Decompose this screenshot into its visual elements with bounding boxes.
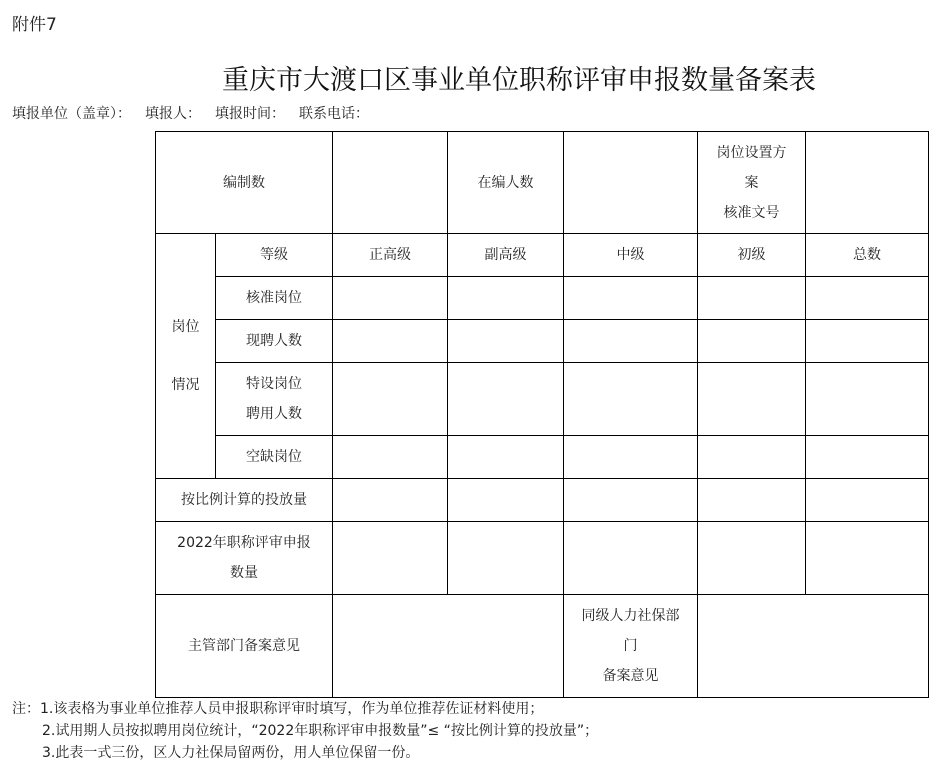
plan-input[interactable] [806,132,929,234]
cell[interactable] [448,522,564,595]
hr-label [564,595,698,698]
level-header: 中级 [564,234,698,277]
cell[interactable] [564,436,698,479]
cell[interactable] [448,320,564,363]
cell[interactable] [564,479,698,522]
hr-l1: 同级人力社保部 [581,608,680,624]
cell[interactable] [333,479,448,522]
cell[interactable] [333,363,448,436]
cell[interactable] [564,522,698,595]
plan-l2: 案 [744,174,759,191]
cell[interactable] [806,436,929,479]
plan-label [698,132,806,234]
record-table [155,131,929,698]
cell[interactable] [333,277,448,320]
row-label: 空缺岗位 [216,436,333,479]
apply-l2: 数量 [230,565,258,581]
plan-l1: 岗位设置方 [716,144,787,161]
cell[interactable] [448,479,564,522]
cell[interactable] [698,277,806,320]
level-header: 正高级 [333,234,448,277]
cell[interactable] [564,320,698,363]
cell[interactable] [698,363,806,436]
apply-l1: 2022年职称评审申报 [177,535,311,551]
cell[interactable] [806,277,929,320]
hr-opinion-input[interactable] [698,595,929,698]
cell[interactable] [333,320,448,363]
note: 3.此表一式三份，区人力社保局留两份，用人单位保留一份。 [42,745,420,761]
cell[interactable] [806,479,929,522]
post-label [156,234,216,479]
level-header: 副高级 [448,234,564,277]
row-label: 核准岗位 [216,277,333,320]
time-label: 填报时间： [215,106,285,122]
on-staff-input[interactable] [564,132,698,234]
cell[interactable] [448,436,564,479]
filler-label: 填报人： [145,106,201,122]
attachment-label: 附件7 [12,15,57,35]
cell[interactable] [806,522,929,595]
post-l1: 岗位 [171,319,200,335]
notes [12,698,598,764]
level-header: 初级 [698,234,806,277]
dept-label: 主管部门备案意见 [156,595,333,698]
quota-label: 按比例计算的投放量 [156,479,333,522]
page-title: 重庆市大渡口区事业单位职称评审申报数量备案表 [222,65,816,96]
plan-l3: 核准文号 [723,204,780,221]
dept-opinion-input[interactable] [333,595,564,698]
cell[interactable] [333,436,448,479]
cell[interactable] [806,363,929,436]
form-meta [12,103,383,123]
level-header: 总数 [806,234,929,277]
staffing-label: 编制数 [156,132,333,234]
phone-label: 联系电话： [299,106,369,122]
hr-l3: 备案意见 [602,668,659,684]
row-label [216,363,333,436]
cell[interactable] [698,479,806,522]
cell[interactable] [333,522,448,595]
hr-l2: 门 [623,638,638,654]
unit-label: 填报单位（盖章）： [12,106,131,122]
cell[interactable] [698,320,806,363]
row-l1: 特设岗位 [246,376,302,392]
staffing-input[interactable] [333,132,448,234]
cell[interactable] [448,363,564,436]
note: 2.试用期人员按拟聘用岗位统计，“2022年职称评审申报数量”≤ “按比例计算的投放量”； [42,723,599,739]
cell[interactable] [698,436,806,479]
cell[interactable] [448,277,564,320]
post-l2: 情况 [171,377,200,393]
apply-label [156,522,333,595]
cell[interactable] [564,363,698,436]
cell[interactable] [564,277,698,320]
grade-header: 等级 [216,234,333,277]
cell[interactable] [698,522,806,595]
row-label: 现聘人数 [216,320,333,363]
note: 注：1.该表格为事业单位推荐人员申报职称评审时填写，作为单位推荐佐证材料使用； [12,701,544,717]
cell[interactable] [806,320,929,363]
row-l2: 聘用人数 [246,406,302,422]
on-staff-label: 在编人数 [448,132,564,234]
